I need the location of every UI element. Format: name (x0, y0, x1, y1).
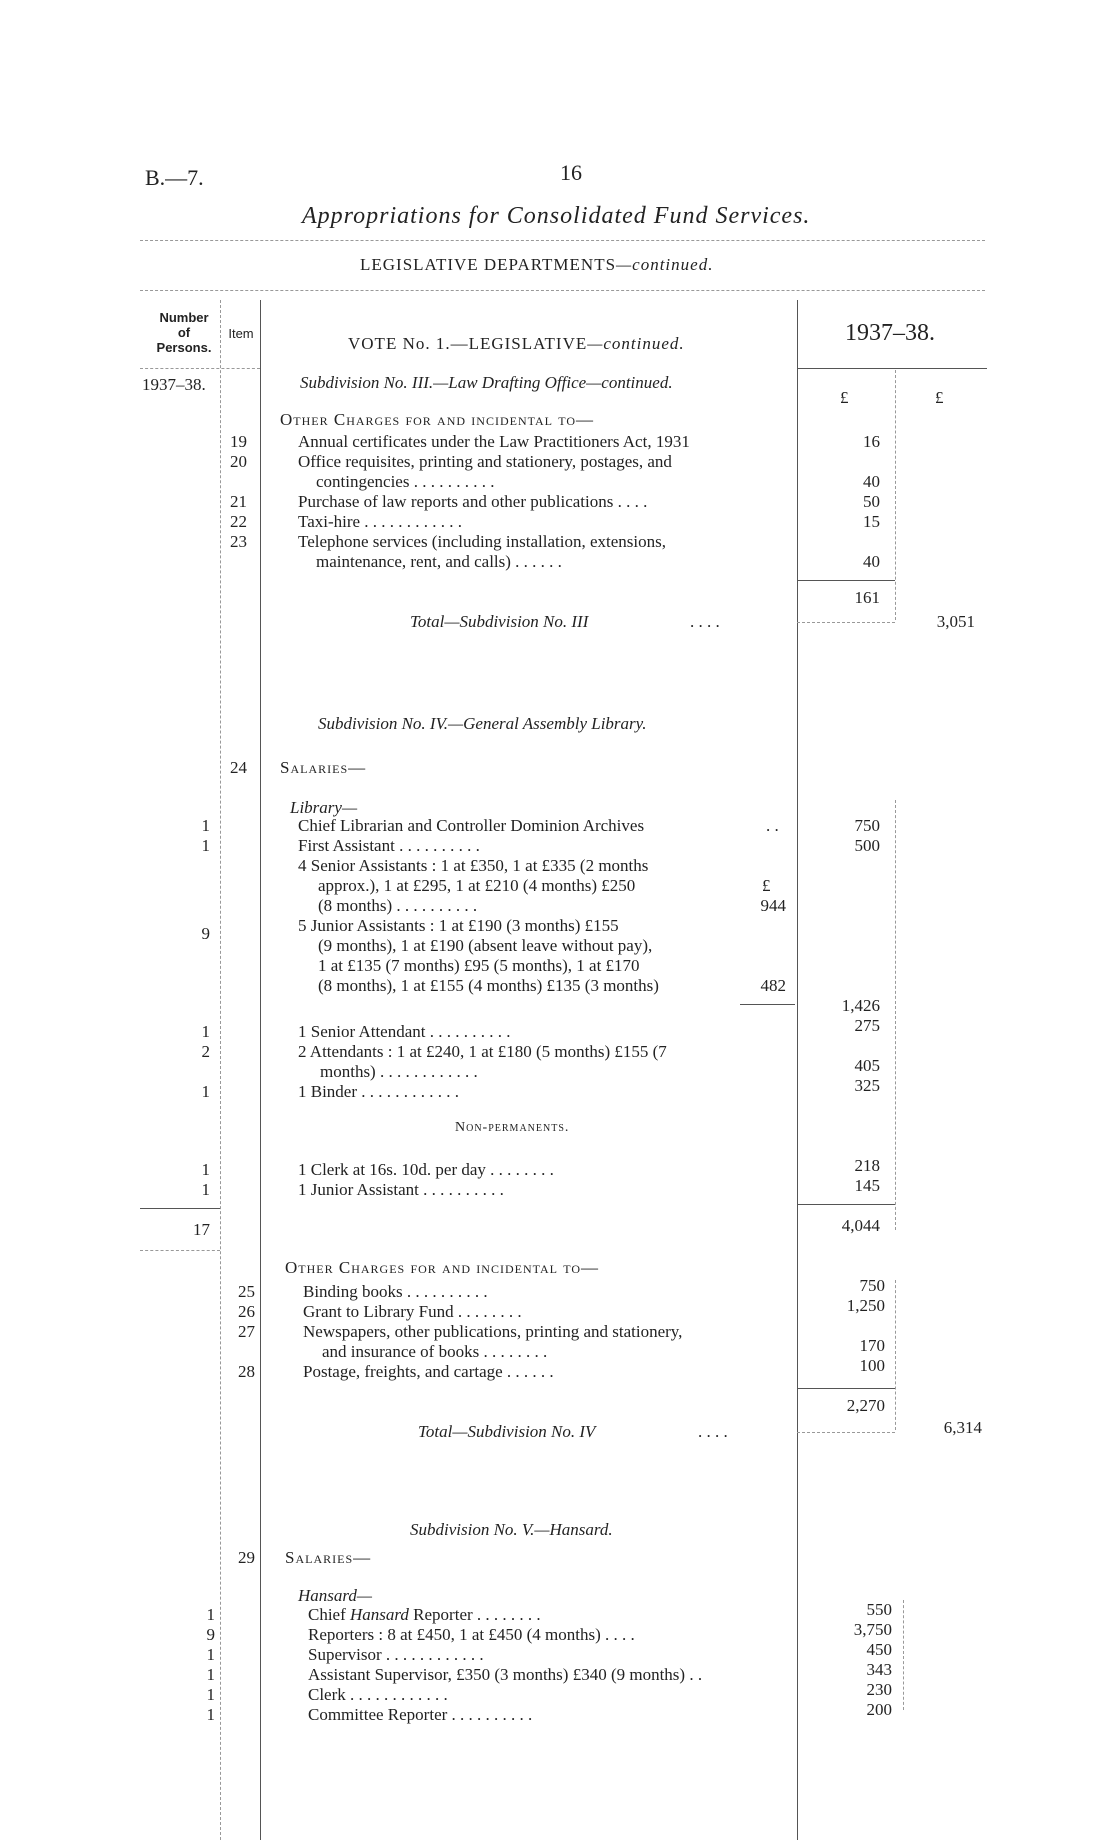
line-dots: . . (766, 816, 779, 835)
sub4-other-charges: Other Charges for and incidental to— (285, 1258, 600, 1277)
line-text: Chief Librarian and Controller Dominion Archives (298, 816, 645, 835)
senior-line: 4 Senior Assistants : 1 at £350, 1 at £335 (2 months (298, 856, 649, 875)
vote-heading (348, 334, 685, 354)
line-text: Binding books . . . . . . . . . . (303, 1282, 488, 1301)
sub4-salaries: Salaries— (280, 758, 367, 777)
persons-count: 1 (201, 1022, 210, 1041)
line-text: Reporters : 8 at £450, 1 at £450 (4 months) . . . . (308, 1625, 635, 1644)
sub5-hansard: Hansard— (298, 1586, 372, 1605)
vote-continued: —continued. (587, 334, 685, 353)
pound-col2: £ (935, 388, 944, 407)
item-number: 24 (230, 758, 247, 777)
page-ref: B.—7. (145, 165, 204, 190)
amount: 343 (866, 1660, 892, 1679)
non-permanents-heading: Non-permanents. (455, 1120, 570, 1135)
senior-pound: £ (762, 876, 771, 895)
line-text: Telephone services (including installation, extensions, (298, 532, 666, 551)
sub4-library: Library— (290, 798, 358, 817)
rule-col1 (895, 370, 896, 620)
line-text: Newspapers, other publications, printing and stationery, (303, 1322, 683, 1341)
line-text: Postage, freights, and cartage . . . . . . (303, 1362, 554, 1381)
amount: 500 (854, 836, 880, 855)
persons-total: 17 (193, 1220, 210, 1239)
senior-line: approx.), 1 at £295, 1 at £210 (4 months) £250 (318, 876, 636, 895)
amount: 750 (854, 816, 880, 835)
amount: 100 (859, 1356, 885, 1375)
line-text: Grant to Library Fund . . . . . . . . (303, 1302, 522, 1321)
total-rule (797, 1432, 895, 1433)
line-text-cont: contingencies . . . . . . . . . . (316, 472, 495, 491)
sub3-total-label: Total—Subdivision No. III (410, 612, 589, 631)
persons-header-line: Number (159, 310, 209, 325)
amount: 15 (863, 512, 880, 531)
department-name: LEGISLATIVE DEPARTMENTS (360, 255, 617, 274)
line-text: 1 Junior Assistant . . . . . . . . . . (298, 1180, 504, 1199)
item-number: 26 (238, 1302, 255, 1321)
pound-col1: £ (840, 388, 849, 407)
line-text: Taxi-hire . . . . . . . . . . . . (298, 512, 463, 531)
page-title: Appropriations for Consolidated Fund Services. (302, 203, 811, 229)
rule-text (797, 300, 798, 1840)
subtotal-rule (797, 1388, 895, 1389)
persons-header-line: of (177, 325, 191, 340)
persons-count: 9 (206, 1625, 215, 1644)
senior-line: (8 months) . . . . . . . . . . (318, 896, 478, 915)
sub4-total: 6,314 (943, 1418, 982, 1437)
line-text-part: Reporter . . . . . . . . (408, 1605, 541, 1624)
amount: 40 (863, 552, 880, 571)
item-number: 27 (238, 1322, 255, 1341)
persons-header-line: Persons. (156, 340, 212, 355)
line-text: Clerk . . . . . . . . . . . . (308, 1685, 448, 1704)
persons-count: 1 (201, 816, 210, 835)
rule-head-persons (140, 368, 260, 369)
senior-amount: 944 (760, 896, 786, 915)
amount: 325 (854, 1076, 880, 1095)
line-text: Supervisor . . . . . . . . . . . . (308, 1645, 484, 1664)
persons-year: 1937–38. (142, 375, 206, 394)
line-text: 1 Senior Attendant . . . . . . . . . . (298, 1022, 511, 1041)
amount: 40 (863, 472, 880, 491)
rule-head-year (797, 368, 987, 369)
title-rule (140, 240, 985, 241)
sub4-subtotal: 2,270 (846, 1396, 885, 1415)
sub3-subtotal: 161 (854, 588, 880, 607)
item-number: 29 (238, 1548, 255, 1567)
department-heading (360, 255, 713, 275)
line-text: 1 Binder . . . . . . . . . . . . (298, 1082, 460, 1101)
junior-amount: 482 (760, 976, 786, 995)
amount: 50 (863, 492, 880, 511)
persons-count: 1 (206, 1605, 215, 1624)
salaries-total-rule (797, 1204, 895, 1205)
junior-line: 5 Junior Assistants : 1 at £190 (3 months) £155 (298, 916, 619, 935)
persons-count: 1 (201, 836, 210, 855)
sub3-other-charges: Other Charges for and incidental to— (280, 410, 595, 429)
persons-total-rule (140, 1208, 220, 1209)
junior-line: 1 at £135 (7 months) £95 (5 months), 1 at £170 (318, 956, 640, 975)
department-rule (140, 290, 985, 291)
line-text (308, 1605, 541, 1625)
page-number: 16 (560, 160, 582, 185)
sub4-total-label: Total—Subdivision No. IV (418, 1422, 596, 1441)
item-number: 23 (230, 532, 247, 551)
persons-count: 1 (206, 1685, 215, 1704)
persons-count: 1 (201, 1082, 210, 1101)
sub5-salaries: Salaries— (285, 1548, 372, 1567)
line-text-cont: maintenance, rent, and calls) . . . . . . (316, 552, 562, 571)
sub3-total: 3,051 (936, 612, 975, 631)
sub5-heading: Subdivision No. V.—Hansard. (410, 1520, 613, 1539)
amount: 405 (854, 1056, 880, 1075)
line-text: Committee Reporter . . . . . . . . . . (308, 1705, 533, 1724)
persons-count: 1 (201, 1160, 210, 1179)
total-rule (797, 622, 895, 623)
sub3-total-dots: . . . . (690, 612, 720, 631)
junior-line: (8 months), 1 at £155 (4 months) £135 (3 months) (318, 976, 659, 995)
line-text: Purchase of law reports and other publications . . . . (298, 492, 648, 511)
amount: 230 (866, 1680, 892, 1699)
persons-header (148, 310, 220, 355)
item-header: Item (228, 326, 254, 341)
line-text: 1 Clerk at 16s. 10d. per day . . . . . . . . (298, 1160, 554, 1179)
rule-col1 (895, 1280, 896, 1430)
amount: 170 (859, 1336, 885, 1355)
inner-rule (740, 1004, 795, 1005)
amount: 3,750 (853, 1620, 892, 1639)
persons-count: 2 (201, 1042, 210, 1061)
rule-col1 (903, 1600, 904, 1710)
item-number: 21 (230, 492, 247, 511)
persons-count: 1 (206, 1665, 215, 1684)
vote-name: VOTE No. 1.—LEGISLATIVE (348, 334, 588, 353)
persons-count: 1 (201, 1180, 210, 1199)
line-text: Office requisites, printing and stationery, postages, and (298, 452, 672, 471)
rule-col1 (895, 800, 896, 1230)
amount: 550 (866, 1600, 892, 1619)
line-text: First Assistant . . . . . . . . . . (298, 836, 480, 855)
line-text-cont: and insurance of books . . . . . . . . (322, 1342, 548, 1361)
department-continued: —continued. (616, 255, 714, 274)
line-text-part: Chief (308, 1605, 351, 1624)
sub4-total-dots: . . . . (698, 1422, 728, 1441)
persons-total-rule-bottom (140, 1250, 220, 1251)
amount: 750 (859, 1276, 885, 1295)
item-number: 19 (230, 432, 247, 451)
junior-line: (9 months), 1 at £190 (absent leave without pay), (318, 936, 653, 955)
line-text-cont: months) . . . . . . . . . . . . (320, 1062, 478, 1081)
sub4-heading: Subdivision No. IV.—General Assembly Library. (318, 714, 647, 733)
line-text-part: Hansard (350, 1605, 409, 1624)
amount: 16 (863, 432, 880, 451)
amount: 218 (854, 1156, 880, 1175)
sub3-heading: Subdivision No. III.—Law Drafting Office—continued. (300, 373, 673, 392)
item-number: 20 (230, 452, 247, 471)
year-header: 1937–38. (845, 320, 935, 346)
subtotal-rule (797, 580, 895, 581)
line-text: Assistant Supervisor, £350 (3 months) £340 (9 months) . . (308, 1665, 703, 1684)
item-number: 22 (230, 512, 247, 531)
item-number: 25 (238, 1282, 255, 1301)
line-text: 2 Attendants : 1 at £240, 1 at £180 (5 months) £155 (7 (298, 1042, 667, 1061)
amount: 1,250 (846, 1296, 885, 1315)
amount: 275 (854, 1016, 880, 1035)
amount: 200 (866, 1700, 892, 1719)
amount: 145 (854, 1176, 880, 1195)
item-number: 28 (238, 1362, 255, 1381)
persons-count: 1 (206, 1705, 215, 1724)
amount: 450 (866, 1640, 892, 1659)
assistants-total: 1,426 (841, 996, 880, 1015)
persons-count: 1 (206, 1645, 215, 1664)
line-text: Annual certificates under the Law Practitioners Act, 1931 (298, 432, 690, 451)
salaries-total: 4,044 (841, 1216, 880, 1235)
rule-item (260, 300, 261, 1840)
persons-count: 9 (201, 924, 210, 943)
